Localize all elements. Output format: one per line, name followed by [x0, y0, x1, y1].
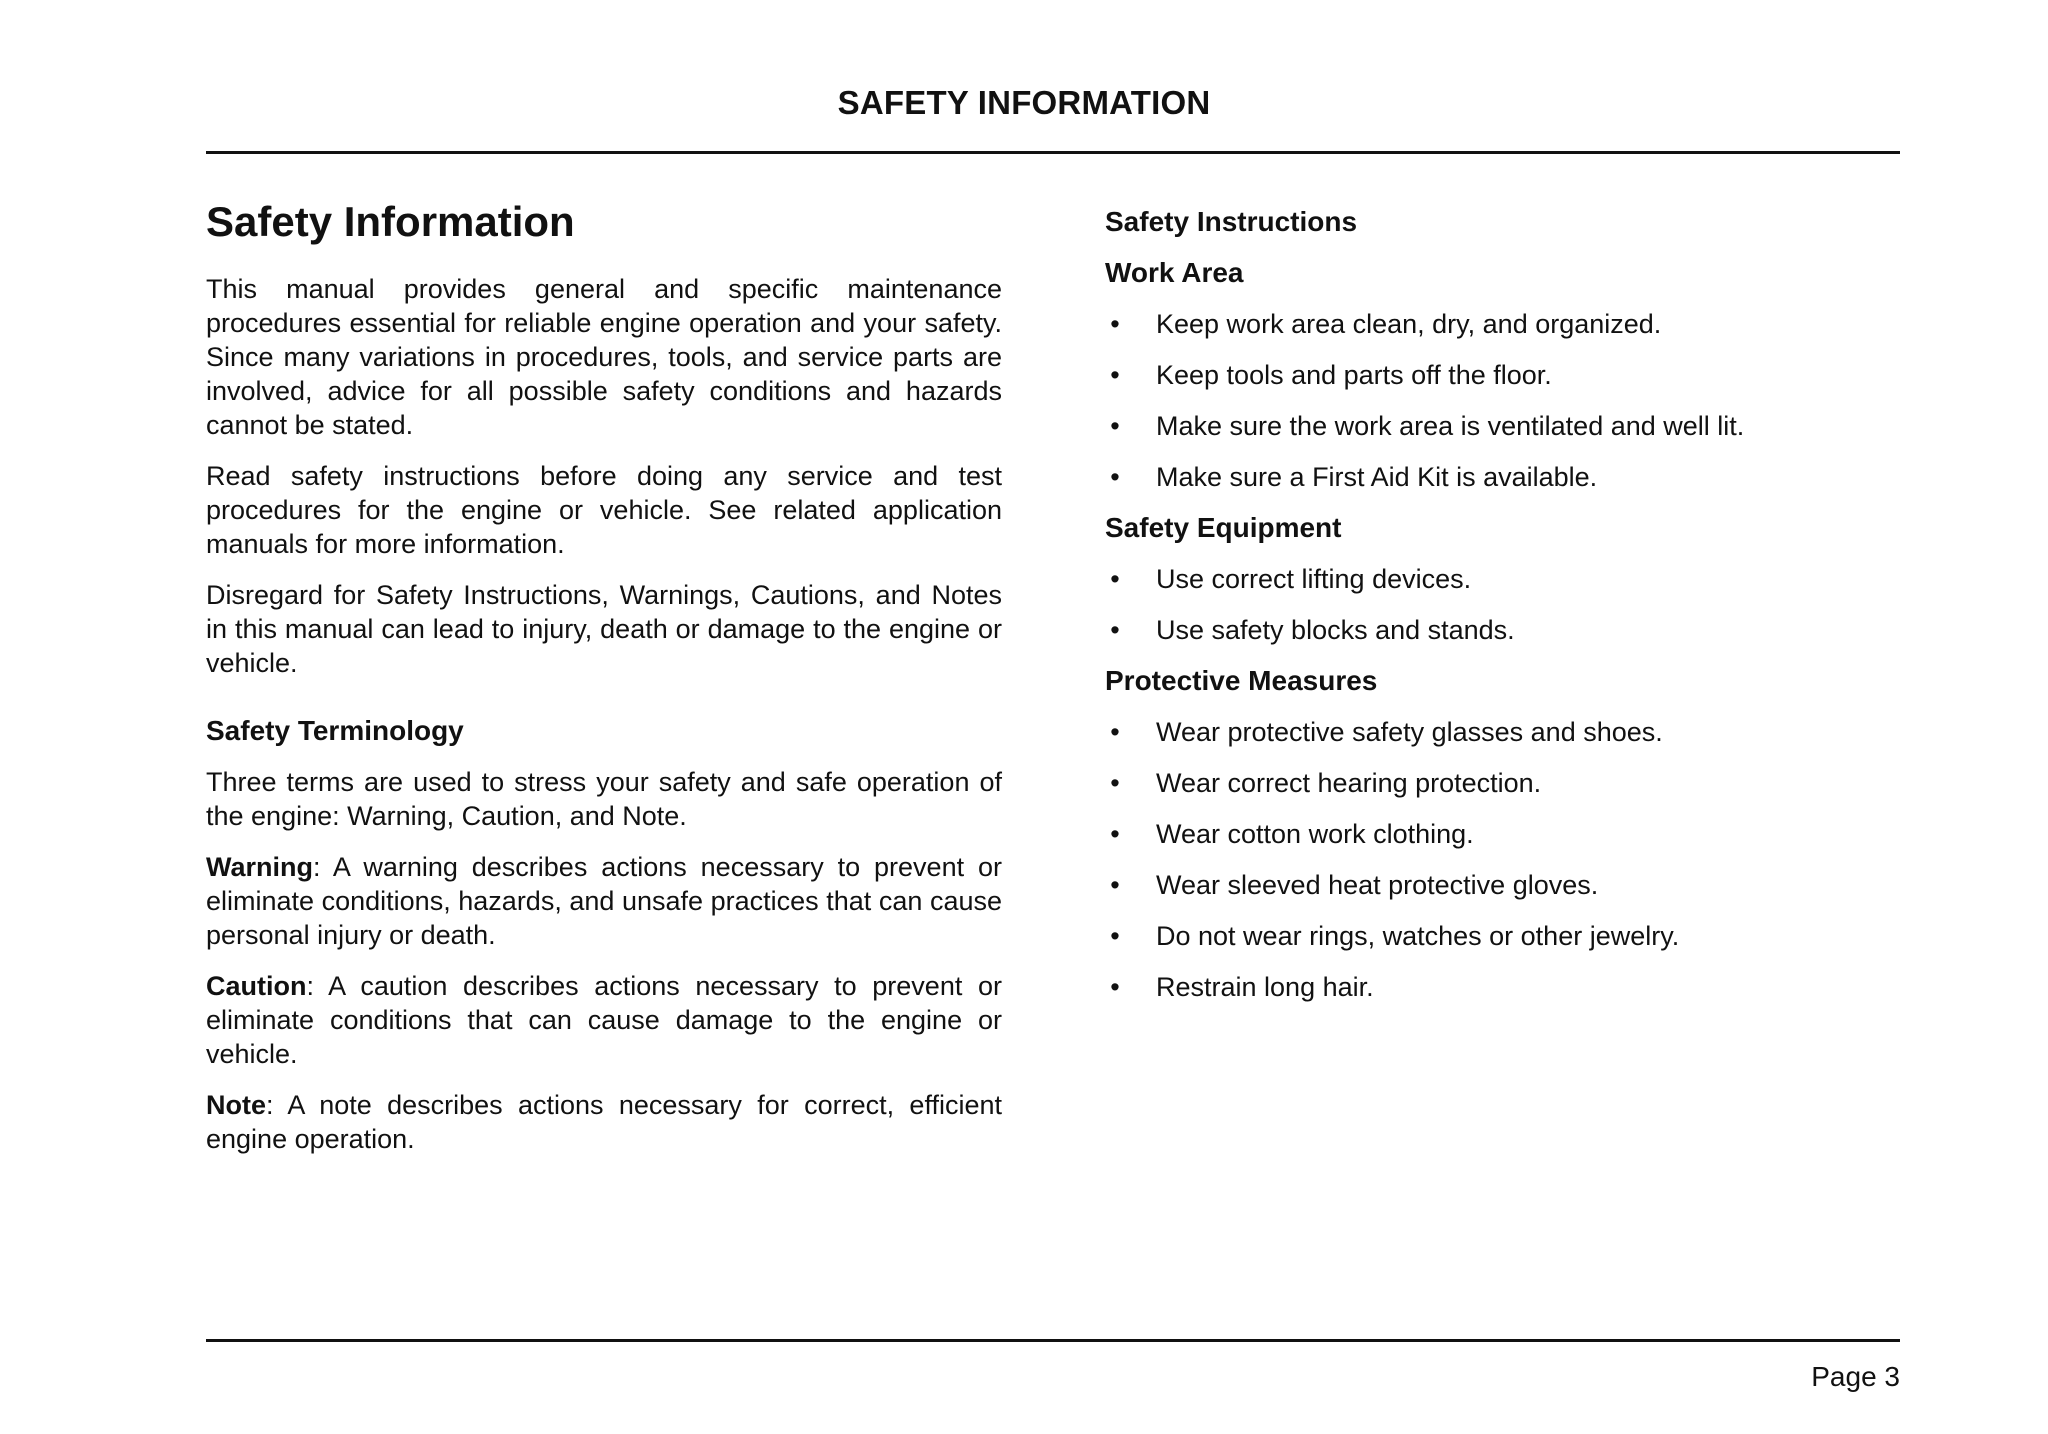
list-item-text: Restrain long hair.	[1156, 972, 1374, 1002]
list-item-text: Make sure the work area is ventilated and well lit.	[1156, 411, 1745, 441]
list-item-text: Keep work area clean, dry, and organized.	[1156, 309, 1662, 339]
bullet-icon: •	[1110, 870, 1120, 900]
bullet-icon: •	[1110, 411, 1120, 441]
safety-instructions-heading: Safety Instructions	[1105, 206, 1358, 237]
bullet-icon: •	[1110, 972, 1120, 1002]
terminology-heading: Safety Terminology	[206, 715, 464, 746]
list-item-text: Do not wear rings, watches or other jewelry.	[1156, 921, 1680, 951]
list-item-text: Wear correct hearing protection.	[1156, 768, 1542, 798]
caution-text: : A caution describes actions necessary to prevent or eliminate conditions that can cause damage to the engine or vehicle.	[206, 971, 1002, 1069]
note-text: : A note describes actions necessary for correct, efficient engine operation.	[206, 1090, 1002, 1154]
warning-definition	[206, 850, 1002, 952]
list-item-text: Wear sleeved heat protective gloves.	[1156, 870, 1599, 900]
intro-paragraph-3: Disregard for Safety Instructions, Warnings, Cautions, and Notes in this manual can lead to injury, death or damage to the engine or vehicle.	[206, 580, 1002, 678]
bullet-icon: •	[1110, 564, 1120, 594]
list-item	[1105, 817, 1895, 851]
list-item	[1105, 409, 1895, 443]
list-item-text: Wear protective safety glasses and shoes.	[1156, 717, 1663, 747]
protective-measures-list	[1105, 715, 1895, 1004]
note-definition	[206, 1088, 1002, 1156]
list-item	[1105, 970, 1895, 1004]
list-item	[1105, 613, 1895, 647]
list-item	[1105, 766, 1895, 800]
intro-paragraph-2: Read safety instructions before doing any service and test procedures for the engine or vehicle. See related application manuals for more information.	[206, 461, 1002, 559]
bullet-icon: •	[1110, 768, 1120, 798]
warning-text: : A warning describes actions necessary to prevent or eliminate conditions, hazards, and unsafe practices that can cause personal injury or death.	[206, 852, 1002, 950]
safety-equipment-heading: Safety Equipment	[1105, 512, 1342, 543]
footer-rule	[206, 1339, 1900, 1342]
header-rule	[206, 151, 1900, 154]
bullet-icon: •	[1110, 309, 1120, 339]
bullet-icon: •	[1110, 462, 1120, 492]
work-area-heading: Work Area	[1105, 257, 1244, 288]
bullet-icon: •	[1110, 360, 1120, 390]
terminology-intro: Three terms are used to stress your safety and safe operation of the engine: Warning, Caution, and Note.	[206, 767, 1002, 831]
list-item	[1105, 460, 1895, 494]
bullet-icon: •	[1110, 717, 1120, 747]
list-item-text: Make sure a First Aid Kit is available.	[1156, 462, 1598, 492]
left-column	[206, 196, 1002, 1173]
note-label: Note	[206, 1090, 266, 1120]
safety-equipment-list	[1105, 562, 1895, 647]
list-item	[1105, 562, 1895, 596]
section-title: Safety Information	[206, 198, 575, 245]
work-area-list	[1105, 307, 1895, 494]
caution-label: Caution	[206, 971, 307, 1001]
list-item	[1105, 307, 1895, 341]
bullet-icon: •	[1110, 921, 1120, 951]
list-item-text: Use correct lifting devices.	[1156, 564, 1472, 594]
list-item	[1105, 715, 1895, 749]
list-item	[1105, 358, 1895, 392]
page-number: Page 3	[1811, 1361, 1900, 1392]
list-item-text: Wear cotton work clothing.	[1156, 819, 1474, 849]
caution-definition	[206, 969, 1002, 1071]
right-column	[1105, 205, 1895, 1021]
warning-label: Warning	[206, 852, 313, 882]
list-item	[1105, 868, 1895, 902]
list-item-text: Keep tools and parts off the floor.	[1156, 360, 1552, 390]
protective-measures-heading: Protective Measures	[1105, 665, 1378, 696]
bullet-icon: •	[1110, 819, 1120, 849]
list-item	[1105, 919, 1895, 953]
page-header-title: SAFETY INFORMATION	[837, 84, 1211, 121]
list-item-text: Use safety blocks and stands.	[1156, 615, 1515, 645]
intro-paragraph-1: This manual provides general and specific maintenance procedures essential for reliable engine operation and your safety. Since many variations in procedures, tools, and service parts are involved, advice for all possible safety conditions and hazards cannot be stated.	[206, 274, 1002, 440]
bullet-icon: •	[1110, 615, 1120, 645]
